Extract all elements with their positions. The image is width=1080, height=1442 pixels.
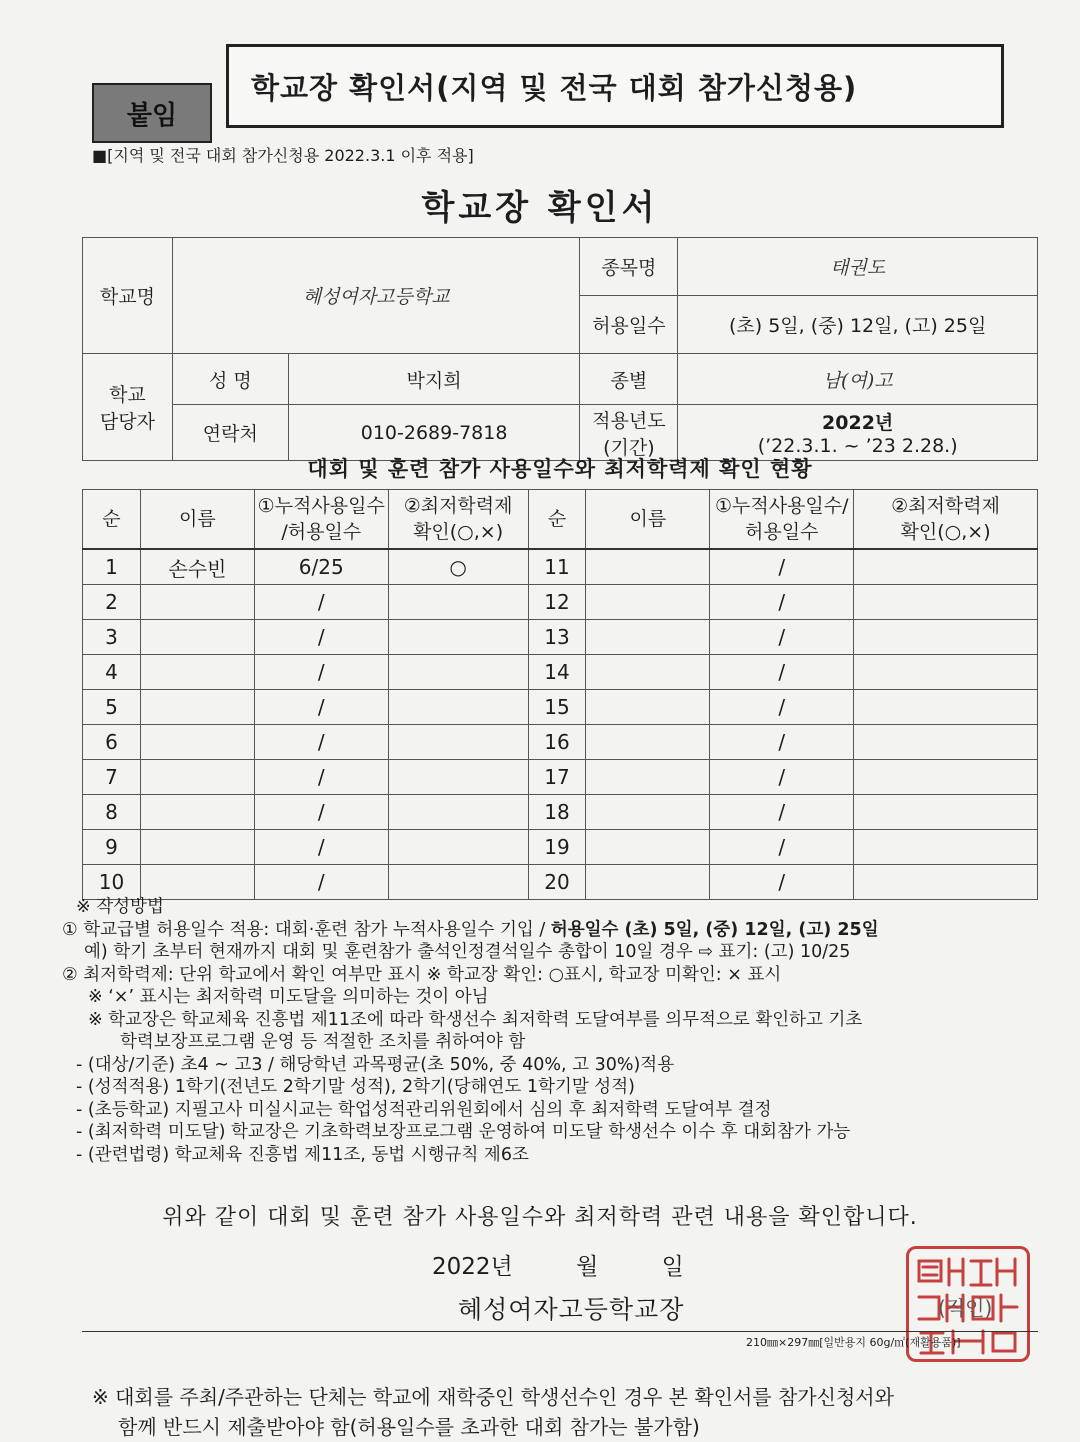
row-no-left: 2 bbox=[83, 585, 141, 620]
row-name-right bbox=[586, 725, 710, 760]
row-days-left: 6/25 bbox=[254, 549, 388, 585]
header-check-right-line1: ②최저학력제 bbox=[891, 495, 1000, 517]
row-days-left: / bbox=[254, 620, 388, 655]
row-check-left bbox=[388, 865, 528, 900]
row-name-left bbox=[140, 795, 254, 830]
row-no-left: 9 bbox=[83, 830, 141, 865]
sign-month: 월 bbox=[576, 1254, 599, 1280]
row-no-right: 14 bbox=[528, 655, 586, 690]
school-label: 학교명 bbox=[83, 238, 173, 354]
row-days-right: / bbox=[710, 830, 854, 865]
instruction-line-7: - (대상/기준) 초4 ~ 고3 / 해당학년 과목평균(초 50%, 중 40%, 고 30%)적용 bbox=[76, 1054, 675, 1075]
row-no-right: 15 bbox=[528, 690, 586, 725]
header-days-right bbox=[710, 490, 854, 550]
row-check-right bbox=[854, 585, 1038, 620]
principal-name: 혜성여자고등학교장 bbox=[458, 1295, 685, 1324]
year-label-line2: (기간) bbox=[603, 436, 655, 459]
row-no-left: 5 bbox=[83, 690, 141, 725]
header-check-left-line2: 확인(○,×) bbox=[413, 521, 504, 543]
row-no-right: 18 bbox=[528, 795, 586, 830]
kind-value: 남(여)고 bbox=[678, 354, 1038, 405]
row-name-left bbox=[140, 585, 254, 620]
header-name-left: 이름 bbox=[140, 490, 254, 550]
instruction-line-1a: ① 학교급별 허용일수 적용: 대회·훈련 참가 누적사용일수 기입 / bbox=[62, 919, 551, 940]
row-check-right bbox=[854, 795, 1038, 830]
row-check-right bbox=[854, 725, 1038, 760]
row-days-right: / bbox=[710, 795, 854, 830]
attachment-label: 붙임 bbox=[92, 83, 212, 143]
days-label: 허용일수 bbox=[580, 296, 678, 354]
row-no-right: 20 bbox=[528, 865, 586, 900]
row-days-left: / bbox=[254, 655, 388, 690]
instruction-line-6: 학력보장프로그램 운영 등 적절한 조치를 취하여야 함 bbox=[120, 1032, 526, 1052]
table-row bbox=[83, 549, 1038, 585]
applies-note: ■[지역 및 전국 대회 참가신청용 2022.3.1 이후 적용] bbox=[92, 146, 474, 165]
row-days-right: / bbox=[710, 865, 854, 900]
row-no-right: 11 bbox=[528, 549, 586, 585]
name-value: 박지희 bbox=[288, 354, 580, 405]
header-days-left bbox=[254, 490, 388, 550]
table-row bbox=[83, 690, 1038, 725]
attachment-title: 학교장 확인서(지역 및 전국 대회 참가신청용) bbox=[226, 44, 1004, 128]
instruction-line-2: 예) 학기 초부터 현재까지 대회 및 훈련참가 출석인정결석일수 총합이 10일 경우 ⇨ 표기: (고) 10/25 bbox=[84, 942, 851, 962]
instruction-line-11: - (관련법령) 학교체육 진흥법 제11조, 동법 시행규칙 제6조 bbox=[76, 1144, 529, 1165]
row-days-right: / bbox=[710, 620, 854, 655]
row-name-left bbox=[140, 620, 254, 655]
row-no-left: 4 bbox=[83, 655, 141, 690]
footer-note bbox=[92, 1382, 894, 1442]
row-name-left bbox=[140, 760, 254, 795]
instruction-line-9: - (초등학교) 지필고사 미실시교는 학업성적관리위원회에서 심의 후 최저학력 도달여부 결정 bbox=[76, 1099, 772, 1120]
header-no-right: 순 bbox=[528, 490, 586, 550]
row-check-left bbox=[388, 830, 528, 865]
row-no-left: 6 bbox=[83, 725, 141, 760]
header-days-left-line2: /허용일수 bbox=[281, 521, 362, 543]
period-value: (’22.3.1. ~ ’23 2.28.) bbox=[757, 435, 958, 457]
row-days-left: / bbox=[254, 760, 388, 795]
staff-label-line1: 학교 bbox=[109, 384, 146, 406]
row-name-right bbox=[586, 690, 710, 725]
header-days-left-line1: ①누적사용일수 bbox=[257, 495, 385, 517]
header-days-right-line2: 허용일수 bbox=[745, 521, 819, 543]
header-days-right-line1: ①누적사용일수/ bbox=[714, 495, 849, 517]
row-name-left bbox=[140, 725, 254, 760]
row-check-right bbox=[854, 655, 1038, 690]
row-days-left: / bbox=[254, 725, 388, 760]
sign-date bbox=[432, 1248, 740, 1281]
row-days-left: / bbox=[254, 585, 388, 620]
table-row bbox=[83, 830, 1038, 865]
row-name-left: 손수빈 bbox=[140, 549, 254, 585]
row-name-left bbox=[140, 865, 254, 900]
header-name-right: 이름 bbox=[586, 490, 710, 550]
divider bbox=[82, 1331, 1038, 1332]
footer-line-2: 함께 반드시 제출받아야 함(허용일수를 초과한 대회 참가는 불가함) bbox=[118, 1415, 700, 1439]
sign-day: 일 bbox=[661, 1254, 684, 1280]
row-name-right bbox=[586, 585, 710, 620]
instruction-line-5: ※ 학교장은 학교체육 진흥법 제11조에 따라 학생선수 최저학력 도달여부를 의무적으로 확인하고 기초 bbox=[88, 1009, 863, 1030]
table-row bbox=[83, 620, 1038, 655]
footer-line-1: ※ 대회를 주최/주관하는 단체는 학교에 재학중인 학생선수인 경우 본 확인서를 참가신청서와 bbox=[92, 1385, 894, 1409]
header-no-left: 순 bbox=[83, 490, 141, 550]
row-no-right: 13 bbox=[528, 620, 586, 655]
days-value: (초) 5일, (중) 12일, (고) 25일 bbox=[678, 296, 1038, 354]
row-check-left bbox=[388, 655, 528, 690]
status-table bbox=[82, 489, 1038, 900]
row-check-right bbox=[854, 620, 1038, 655]
contact-label: 연락처 bbox=[172, 405, 288, 461]
year-value: 2022년 bbox=[822, 412, 894, 434]
event-value: 태권도 bbox=[678, 238, 1038, 296]
instruction-line-8: - (성적적용) 1학기(전년도 2학기말 성적), 2학기(당해연도 1학기말 성적) bbox=[76, 1077, 635, 1097]
table-row bbox=[83, 760, 1038, 795]
instructions-heading: ※ 작성방법 bbox=[76, 897, 164, 917]
row-check-left bbox=[388, 760, 528, 795]
row-check-left bbox=[388, 620, 528, 655]
row-no-left: 1 bbox=[83, 549, 141, 585]
name-label: 성 명 bbox=[172, 354, 288, 405]
info-table bbox=[82, 237, 1038, 461]
row-name-right bbox=[586, 760, 710, 795]
contact-value: 010-2689-7818 bbox=[288, 405, 580, 461]
row-no-right: 16 bbox=[528, 725, 586, 760]
row-check-right bbox=[854, 690, 1038, 725]
instruction-line-10: - (최저학력 미도달) 학교장은 기초학력보장프로그램 운영하여 미도달 학생선수 이수 후 대회참가 가능 bbox=[76, 1122, 851, 1142]
row-days-left: / bbox=[254, 830, 388, 865]
row-name-right bbox=[586, 549, 710, 585]
row-check-left: ○ bbox=[388, 549, 528, 585]
row-days-right: / bbox=[710, 549, 854, 585]
kind-label: 종별 bbox=[580, 354, 678, 405]
row-days-right: / bbox=[710, 655, 854, 690]
row-check-right bbox=[854, 865, 1038, 900]
table-row bbox=[83, 865, 1038, 900]
year-label-line1: 적용년도 bbox=[592, 409, 666, 432]
seal-label: (직인) bbox=[938, 1296, 993, 1320]
school-value: 혜성여자고등학교 bbox=[172, 238, 580, 354]
row-days-right: / bbox=[710, 585, 854, 620]
row-no-right: 19 bbox=[528, 830, 586, 865]
row-name-left bbox=[140, 830, 254, 865]
document-title: 학교장 확인서 bbox=[421, 188, 659, 228]
table-row bbox=[83, 795, 1038, 830]
paper-spec: 210㎜×297㎜[일반용지 60g/㎡(재활용품)] bbox=[746, 1336, 961, 1349]
row-name-right bbox=[586, 795, 710, 830]
header-check-left bbox=[388, 490, 528, 550]
row-no-left: 7 bbox=[83, 760, 141, 795]
row-no-right: 12 bbox=[528, 585, 586, 620]
row-name-left bbox=[140, 655, 254, 690]
event-label: 종목명 bbox=[580, 238, 678, 296]
row-name-right bbox=[586, 655, 710, 690]
row-days-left: / bbox=[254, 690, 388, 725]
row-name-right bbox=[586, 865, 710, 900]
row-check-left bbox=[388, 585, 528, 620]
row-check-left bbox=[388, 795, 528, 830]
instructions bbox=[62, 896, 1052, 1166]
row-check-right bbox=[854, 760, 1038, 795]
table-row bbox=[83, 585, 1038, 620]
row-no-left: 10 bbox=[83, 865, 141, 900]
instruction-line-3: ② 최저학력제: 단위 학교에서 확인 여부만 표시 ※ 학교장 확인: ○표시, 학교장 미확인: × 표시 bbox=[62, 964, 782, 985]
staff-label-line2: 담당자 bbox=[99, 411, 155, 433]
row-check-left bbox=[388, 690, 528, 725]
staff-label bbox=[83, 354, 173, 461]
confirmation-statement: 위와 같이 대회 및 훈련 참가 사용일수와 최저학력 관련 내용을 확인합니다. bbox=[162, 1205, 918, 1230]
row-days-right: / bbox=[710, 690, 854, 725]
table-row bbox=[83, 725, 1038, 760]
row-name-right bbox=[586, 830, 710, 865]
status-table-title: 대회 및 훈련 참가 사용일수와 최저학력제 확인 현황 bbox=[307, 457, 813, 481]
row-check-right bbox=[854, 549, 1038, 585]
row-check-right bbox=[854, 830, 1038, 865]
row-days-left: / bbox=[254, 865, 388, 900]
row-no-left: 3 bbox=[83, 620, 141, 655]
row-days-right: / bbox=[710, 760, 854, 795]
instruction-line-1 bbox=[62, 919, 1052, 942]
header-check-left-line1: ②최저학력제 bbox=[403, 495, 513, 517]
row-name-right bbox=[586, 620, 710, 655]
header-check-right-line2: 확인(○,×) bbox=[900, 521, 991, 543]
instruction-line-4: ※ ‘×’ 표시는 최저학력 미도달을 의미하는 것이 아님 bbox=[88, 987, 489, 1007]
status-table-body bbox=[83, 549, 1038, 900]
instruction-line-1b: 허용일수 (초) 5일, (중) 12일, (고) 25일 bbox=[550, 919, 879, 940]
row-no-right: 17 bbox=[528, 760, 586, 795]
row-no-left: 8 bbox=[83, 795, 141, 830]
header-check-right bbox=[854, 490, 1038, 550]
row-check-left bbox=[388, 725, 528, 760]
table-row bbox=[83, 655, 1038, 690]
row-days-left: / bbox=[254, 795, 388, 830]
sign-year: 2022년 bbox=[432, 1254, 513, 1280]
row-name-left bbox=[140, 690, 254, 725]
row-days-right: / bbox=[710, 725, 854, 760]
